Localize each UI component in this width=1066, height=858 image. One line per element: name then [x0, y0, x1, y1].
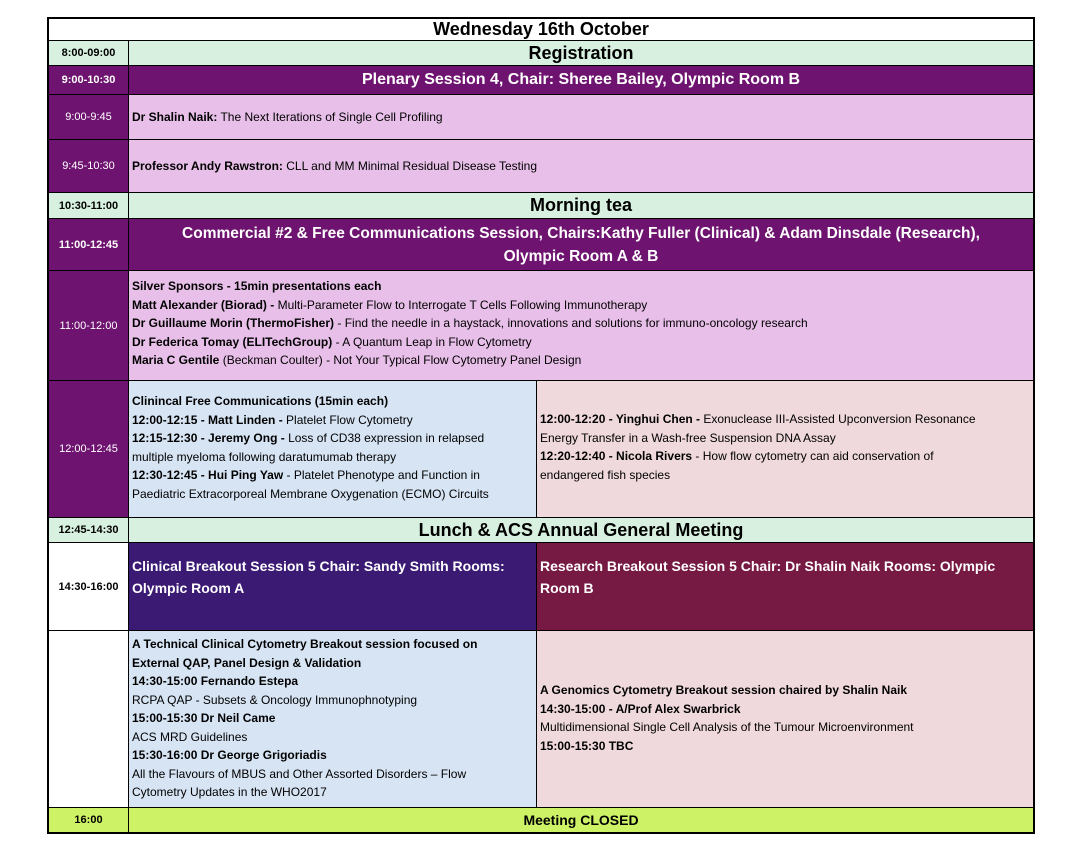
time-cell: 11:00-12:45 — [49, 219, 129, 270]
clinical-comms-heading: Clinincal Free Communications (15min each) — [132, 394, 389, 408]
research-breakout-room: Rooms: Olympic Room B — [540, 558, 996, 596]
clinical-breakout-detail — [129, 631, 537, 807]
schedule-table — [47, 17, 1035, 834]
comm-item — [540, 410, 1030, 429]
comm-item — [132, 466, 533, 485]
comm-speaker: 12:00-12:15 - Matt Linden - — [132, 412, 283, 427]
commercial-line-1: Commercial #2 & Free Communications Session, Chairs:Kathy Fuller (Clinical) & Adam Dinsdale (Research), — [182, 224, 980, 242]
research-free-comms-cell — [537, 381, 1033, 517]
speaker-name: Dr Shalin Naik: — [132, 109, 218, 124]
commercial-line-2: Olympic Room A & B — [503, 247, 659, 265]
sponsor-talk: Multi-Parameter Flow to Interrogate T Cells Following Immunotherapy — [274, 297, 648, 312]
talk-cell — [129, 95, 1033, 139]
session-title: Multidimensional Single Cell Analysis of the Tumour Microenvironment — [540, 720, 914, 734]
clinical-detail-heading: External QAP, Panel Design & Validation — [132, 655, 362, 670]
sponsor-talk: - A Quantum Leap in Flow Cytometry — [332, 334, 532, 349]
comm-title: multiple myeloma following daratumumab therapy — [132, 449, 397, 464]
clinical-breakout-cell — [129, 543, 537, 630]
talk-text — [132, 157, 537, 176]
day-title-text: Wednesday 16th October — [433, 19, 649, 39]
research-breakout-detail — [537, 631, 1033, 807]
session-speaker: 15:30-16:00 Dr George Grigoriadis — [132, 748, 327, 762]
breakout-detail-row — [49, 631, 1033, 808]
time-cell: 9:45-10:30 — [49, 140, 129, 192]
comm-title: Paediatric Extracorporeal Membrane Oxygenation (ECMO) Circuits — [132, 486, 489, 501]
talk-title: The Next Iterations of Single Cell Profiling — [217, 109, 443, 124]
clinical-breakout-title: Clinical Breakout Session 5 — [132, 558, 316, 574]
time-cell: 11:00-12:00 — [49, 271, 129, 380]
comm-title: Platelet Flow Cytometry — [282, 412, 413, 427]
time-cell: 9:00-9:45 — [49, 95, 129, 139]
talk-text — [132, 108, 443, 127]
plenary-talk-row — [49, 140, 1033, 193]
empty-time-cell — [49, 631, 129, 807]
session-speaker: 14:30-15:00 Fernando Estepa — [132, 674, 299, 688]
session-title: ACS MRD Guidelines — [132, 729, 248, 744]
time-cell: 16:00 — [49, 808, 129, 832]
sponsor-talk: - Find the needle in a haystack, innovations and solutions for immuno-oncology research — [334, 316, 808, 330]
commercial-header-row — [49, 219, 1033, 271]
plenary-label: Plenary Session 4, Chair: Sheree Bailey, Olympic Room B — [361, 71, 801, 88]
sponsor-item — [132, 333, 1030, 352]
morning-tea-row — [49, 193, 1033, 219]
comm-title: - Platelet Phenotype and Function in — [283, 468, 480, 482]
time-cell: 9:00-10:30 — [49, 66, 129, 94]
comm-title: - How flow cytometry can aid conservation of — [692, 449, 934, 463]
session-speaker: 14:30-15:00 - A/Prof Alex Swarbrick — [540, 701, 741, 716]
silver-sponsors-cell — [129, 271, 1033, 380]
time-cell: 12:00-12:45 — [49, 381, 129, 517]
clinical-breakout-room: Rooms: Olympic Room A — [132, 558, 505, 596]
comm-title: Energy Transfer in a Wash-free Suspension DNA Assay — [540, 430, 836, 445]
comm-title: Exonuclease III-Assisted Upconversion Resonance — [700, 412, 976, 426]
registration-row — [49, 41, 1033, 66]
comm-title: endangered fish species — [540, 467, 671, 482]
plenary-talk-row — [49, 95, 1033, 140]
sponsor-name: Dr Guillaume Morin (ThermoFisher) — [132, 316, 335, 330]
lunch-label: Lunch & ACS Annual General Meeting — [418, 519, 744, 540]
clinical-breakout-chair: Chair: Sandy Smith — [319, 558, 449, 574]
talk-cell — [129, 140, 1033, 192]
speaker-name: Professor Andy Rawstron: — [132, 158, 283, 173]
commercial-label — [129, 219, 1033, 270]
clinical-detail-heading: A Technical Clinical Cytometry Breakout session focused on — [132, 637, 478, 651]
research-breakout-chair: Chair: Dr Shalin Naik — [740, 558, 881, 574]
morning-tea-label: Morning tea — [530, 195, 632, 215]
session-speaker: 15:00-15:30 TBC — [540, 738, 634, 753]
time-cell: 12:45-14:30 — [49, 518, 129, 542]
comm-speaker: 12:15-12:30 - Jeremy Ong - — [132, 431, 285, 445]
comm-item — [132, 429, 533, 448]
lunch-row — [49, 518, 1033, 543]
sponsor-item — [132, 296, 1030, 315]
talk-title: CLL and MM Minimal Residual Disease Testing — [282, 158, 538, 173]
comm-speaker: 12:00-12:20 - Yinghui Chen - — [540, 412, 701, 426]
comm-title: Loss of CD38 expression in relapsed — [284, 431, 485, 445]
sponsor-name: Dr Federica Tomay (ELITechGroup) — [132, 334, 333, 349]
sponsor-item — [132, 314, 1030, 333]
session-title: All the Flavours of MBUS and Other Assorted Disorders – Flow — [132, 766, 467, 781]
sponsor-name: Maria C Gentile — [132, 353, 220, 367]
breakout-header-row — [49, 543, 1033, 631]
plenary-header-row — [49, 66, 1033, 95]
sponsor-item — [132, 351, 1030, 370]
research-breakout-cell — [537, 543, 1033, 630]
day-title — [49, 19, 1033, 41]
silver-sponsors-row — [49, 271, 1033, 381]
time-cell: 8:00-09:00 — [49, 41, 129, 65]
close-row — [49, 808, 1033, 832]
comm-item — [132, 411, 533, 430]
time-cell: 14:30-16:00 — [49, 543, 129, 630]
session-title: Cytometry Updates in the WHO2017 — [132, 785, 327, 799]
comm-speaker: 12:20-12:40 - Nicola Rivers — [540, 449, 693, 463]
registration-label: Registration — [528, 42, 634, 63]
research-detail-heading: A Genomics Cytometry Breakout session chaired by Shalin Naik — [540, 683, 908, 697]
close-label: Meeting CLOSED — [523, 812, 639, 828]
session-speaker: 15:00-15:30 Dr Neil Came — [132, 711, 276, 725]
comm-item — [540, 447, 1030, 466]
research-breakout-title: Research Breakout Session 5 — [540, 558, 737, 574]
sponsor-talk: - Not Your Typical Flow Cytometry Panel Design — [322, 353, 582, 367]
sponsor-name: Matt Alexander (Biorad) - — [132, 297, 275, 312]
sponsor-company: (Beckman Coulter) — [219, 353, 323, 367]
comm-speaker: 12:30-12:45 - Hui Ping Yaw — [132, 468, 284, 482]
session-title: RCPA QAP - Subsets & Oncology Immunophnotyping — [132, 692, 418, 707]
clinical-free-comms-cell — [129, 381, 537, 517]
silver-heading: Silver Sponsors - 15min presentations each — [132, 279, 382, 293]
time-cell: 10:30-11:00 — [49, 193, 129, 218]
free-comms-row — [49, 381, 1033, 518]
